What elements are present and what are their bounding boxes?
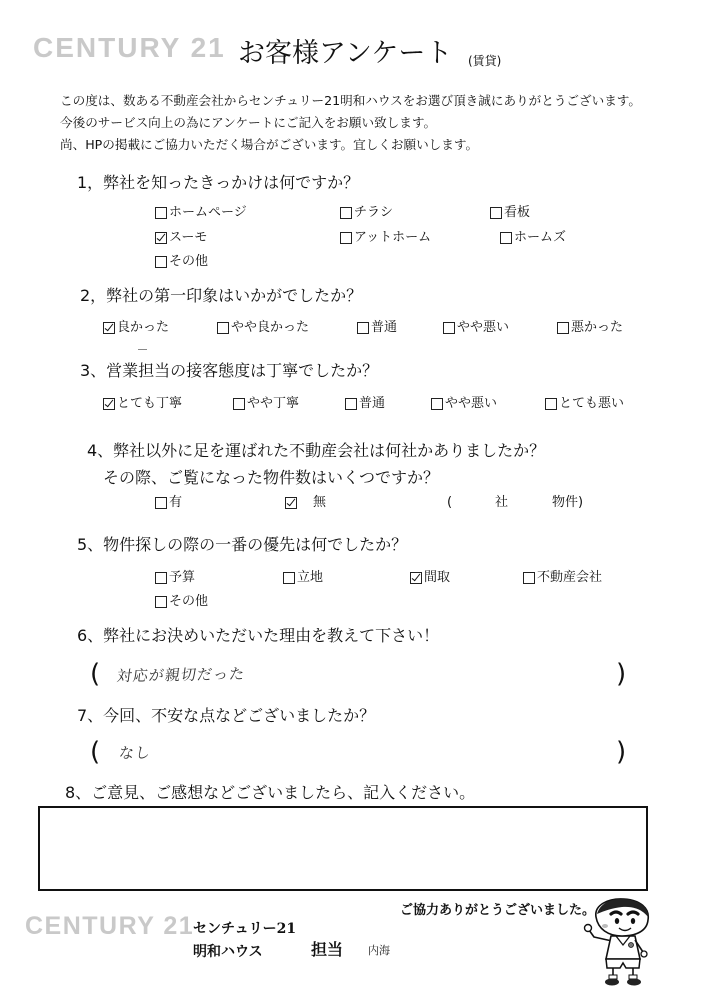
option-other[interactable] [155, 254, 208, 270]
character-illustration [578, 895, 663, 987]
intro-line-3: 尚、HPの掲載にご協力いただく場合がございます。宜しくお願いします。 [60, 137, 479, 152]
option-label: 普通 [371, 320, 398, 335]
option-yes[interactable] [155, 495, 182, 511]
checkbox[interactable] [500, 232, 512, 244]
option-fairly-bad[interactable] [443, 320, 509, 336]
checkbox[interactable] [545, 398, 557, 410]
option-label: 普通 [359, 396, 386, 411]
checkbox[interactable] [217, 322, 229, 334]
option-label: 有 [169, 495, 183, 510]
option-bad[interactable] [557, 320, 623, 336]
checkbox[interactable] [155, 497, 167, 509]
option-label: とても丁寧 [117, 396, 183, 411]
checkbox[interactable] [155, 256, 167, 268]
intro-line-1: この度は、数ある不動産会社からセンチュリー21明和ハウスをお選び頂き誠にありがとうございます。 [60, 93, 641, 108]
option-label: アットホーム [354, 230, 432, 245]
option-label: やや良かった [231, 320, 310, 335]
thank-you-message: ご協力ありがとうございました。 [400, 903, 596, 918]
branch-name: 明和ハウス [193, 944, 263, 960]
intro-line-2: 今後のサービス向上の為にアンケートにご記入をお願い致します。 [60, 115, 437, 130]
option-good[interactable] [103, 320, 169, 336]
handwritten-answer: なし [117, 743, 153, 763]
checkbox[interactable] [431, 398, 443, 410]
century21-logo: CENTURY 21 [33, 32, 226, 63]
checkbox[interactable] [155, 596, 167, 608]
question-5: 5、物件探しの際の一番の優先は何でしたか？ [77, 535, 408, 554]
staff-name: 内海 [368, 944, 390, 957]
option-floor-plan[interactable] [410, 570, 450, 586]
checkbox[interactable] [233, 398, 245, 410]
checkbox[interactable] [155, 572, 167, 584]
option-other[interactable] [155, 594, 208, 610]
option-label: 無 [313, 495, 327, 510]
option-signboard[interactable] [490, 205, 530, 221]
option-label: その他 [169, 254, 209, 269]
close-paren: ) [616, 737, 627, 767]
option-athome[interactable] [340, 230, 431, 246]
option-label: 看板 [504, 205, 531, 220]
checkbox[interactable] [103, 398, 115, 410]
checkbox[interactable] [557, 322, 569, 334]
question-6: 6、弊社にお決めいただいた理由を教えて下さい！ [77, 626, 440, 645]
option-fairly-bad[interactable] [431, 396, 497, 412]
option-label: 良かった [117, 320, 170, 335]
option-label: その他 [169, 594, 209, 609]
option-label: 間取 [424, 570, 451, 585]
option-very-bad[interactable] [545, 396, 624, 412]
checkbox[interactable] [410, 572, 422, 584]
question-7: 7、今回、不安な点などございましたか？ [77, 706, 376, 725]
option-label: ホームズ [514, 230, 567, 245]
checkbox[interactable] [523, 572, 535, 584]
option-suumo[interactable] [155, 230, 207, 246]
century21-logo-footer: CENTURY 21 [25, 912, 195, 940]
option-real-estate-company[interactable] [523, 570, 602, 586]
checkbox[interactable] [155, 207, 167, 219]
question-4-subtext: その際、ご覧になった物件数はいくつですか？ [103, 468, 440, 487]
checkbox[interactable] [443, 322, 455, 334]
option-label: 立地 [297, 570, 324, 585]
checkbox[interactable] [345, 398, 357, 410]
question-3: 3、営業担当の接客態度は丁寧でしたか？ [80, 361, 379, 380]
option-very-polite[interactable] [103, 396, 182, 412]
option-fairly-polite[interactable] [233, 396, 299, 412]
staff-label: 担当 [311, 940, 344, 959]
checkbox[interactable] [357, 322, 369, 334]
option-label: 悪かった [571, 320, 624, 335]
checkbox[interactable] [285, 497, 297, 509]
option-location[interactable] [283, 570, 323, 586]
checkbox[interactable] [340, 232, 352, 244]
option-label: やや丁寧 [247, 396, 300, 411]
option-label: スーモ [169, 230, 208, 245]
page-title: お客様アンケート [238, 38, 453, 69]
option-label: ホームページ [169, 205, 247, 220]
companies-unit: 社 [495, 495, 509, 510]
open-paren: ( [90, 659, 101, 689]
option-no[interactable] [285, 495, 326, 511]
option-label: 予算 [169, 570, 196, 585]
stray-mark [138, 349, 147, 350]
close-paren: ) [616, 659, 627, 689]
option-flyer[interactable] [340, 205, 393, 221]
option-fairly-good[interactable] [217, 320, 309, 336]
open-paren: ( [90, 737, 101, 767]
option-normal[interactable] [345, 396, 385, 412]
question-2: 2，弊社の第一印象はいかがでしたか？ [80, 286, 363, 305]
handwritten-answer: 対応が親切だった [115, 664, 247, 686]
checkbox[interactable] [490, 207, 502, 219]
option-budget[interactable] [155, 570, 195, 586]
option-homepage[interactable] [155, 205, 247, 221]
properties-unit: 物件) [552, 495, 584, 510]
option-label: チラシ [354, 205, 394, 220]
question-1: 1，弊社を知ったきっかけは何ですか？ [77, 173, 360, 192]
checkbox[interactable] [340, 207, 352, 219]
option-label: やや悪い [445, 396, 498, 411]
checkbox[interactable] [283, 572, 295, 584]
question-4: 4、弊社以外に足を運ばれた不動産会社は何社かありましたか？ [87, 441, 546, 460]
option-label: とても悪い [559, 396, 625, 411]
option-normal[interactable] [357, 320, 397, 336]
checkbox[interactable] [103, 322, 115, 334]
comment-box[interactable] [38, 806, 648, 891]
company-name: センチュリー21 [193, 921, 297, 937]
option-label: やや悪い [457, 320, 510, 335]
question-8: 8、ご意見、ご感想などございましたら、記入ください。 [65, 783, 476, 802]
option-homes[interactable] [500, 230, 566, 246]
checkbox[interactable] [155, 232, 167, 244]
option-label: 不動産会社 [537, 570, 603, 585]
count-open-paren: ( [447, 495, 453, 510]
page-subtitle: (賃貸) [468, 54, 502, 68]
